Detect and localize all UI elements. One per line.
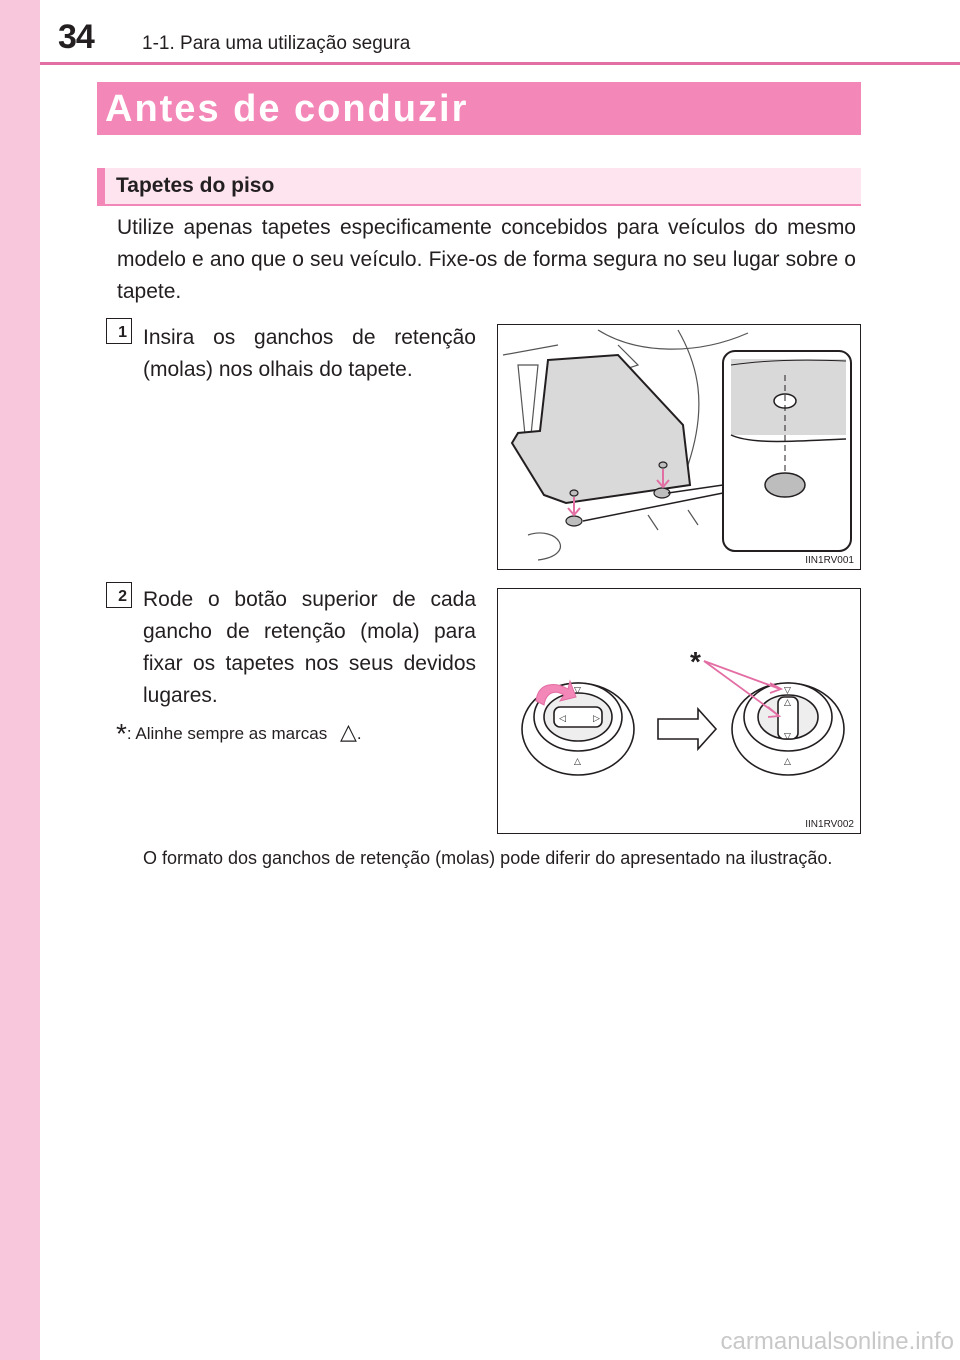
step-1-text: Insira os ganchos de retenção (molas) nos olhais do tapete. (143, 326, 476, 381)
footnote-text: : Alinhe sempre as marcas (126, 724, 328, 743)
footnote (116, 714, 362, 749)
section-accent (97, 168, 105, 204)
step-2-number: 2 (118, 588, 127, 605)
figure-1-code: IIN1RV001 (805, 555, 854, 566)
svg-text:△: △ (574, 757, 581, 767)
figure-2-marker: * (690, 646, 701, 677)
svg-text:△: △ (784, 698, 791, 708)
footnote-end: . (356, 724, 362, 743)
page-number: 34 (58, 18, 94, 56)
floor-mat-drawing (498, 325, 860, 569)
watermark: carmanualsonline.info (720, 1328, 954, 1355)
section-title: Tapetes do piso (116, 174, 275, 197)
svg-text:△: △ (784, 757, 791, 767)
floor-mat-illustration (497, 324, 861, 570)
clip-rotation-illustration (497, 588, 861, 834)
svg-text:▽: ▽ (784, 732, 791, 742)
title-banner (97, 82, 861, 135)
section-heading-bar (97, 168, 861, 206)
step-2-text: Rode o botão superior de cada gancho de retenção (mola) para fixar os tapetes nos seus devidos lugares. (143, 588, 476, 707)
step-2-number-box (106, 582, 132, 608)
svg-text:▷: ▷ (593, 714, 600, 724)
intro-paragraph: Utilize apenas tapetes especificamente concebidos para veículos do mesmo modelo e ano que o seu veículo. Fixe-os de forma segura no seu lugar sobre o tapete. (117, 216, 856, 303)
svg-text:▽: ▽ (574, 686, 581, 696)
sidebar-strip (0, 0, 40, 1360)
header-rule (40, 62, 960, 65)
footnote-marker: * (116, 718, 127, 749)
figure-2-code: IIN1RV002 (805, 819, 854, 830)
page-title: Antes de conduzir (105, 88, 469, 130)
triangle-mark-icon: △ (339, 719, 357, 744)
note-paragraph: O formato dos ganchos de retenção (molas) pode diferir do apresentado na ilustração. (143, 848, 833, 868)
svg-text:◁: ◁ (559, 714, 566, 724)
step-1-number-box (106, 318, 132, 344)
chapter-title: 1-1. Para uma utilização segura (142, 33, 411, 54)
step-1-number: 1 (118, 324, 127, 341)
svg-text:▽: ▽ (784, 686, 791, 696)
clip-rotation-drawing (498, 589, 860, 833)
